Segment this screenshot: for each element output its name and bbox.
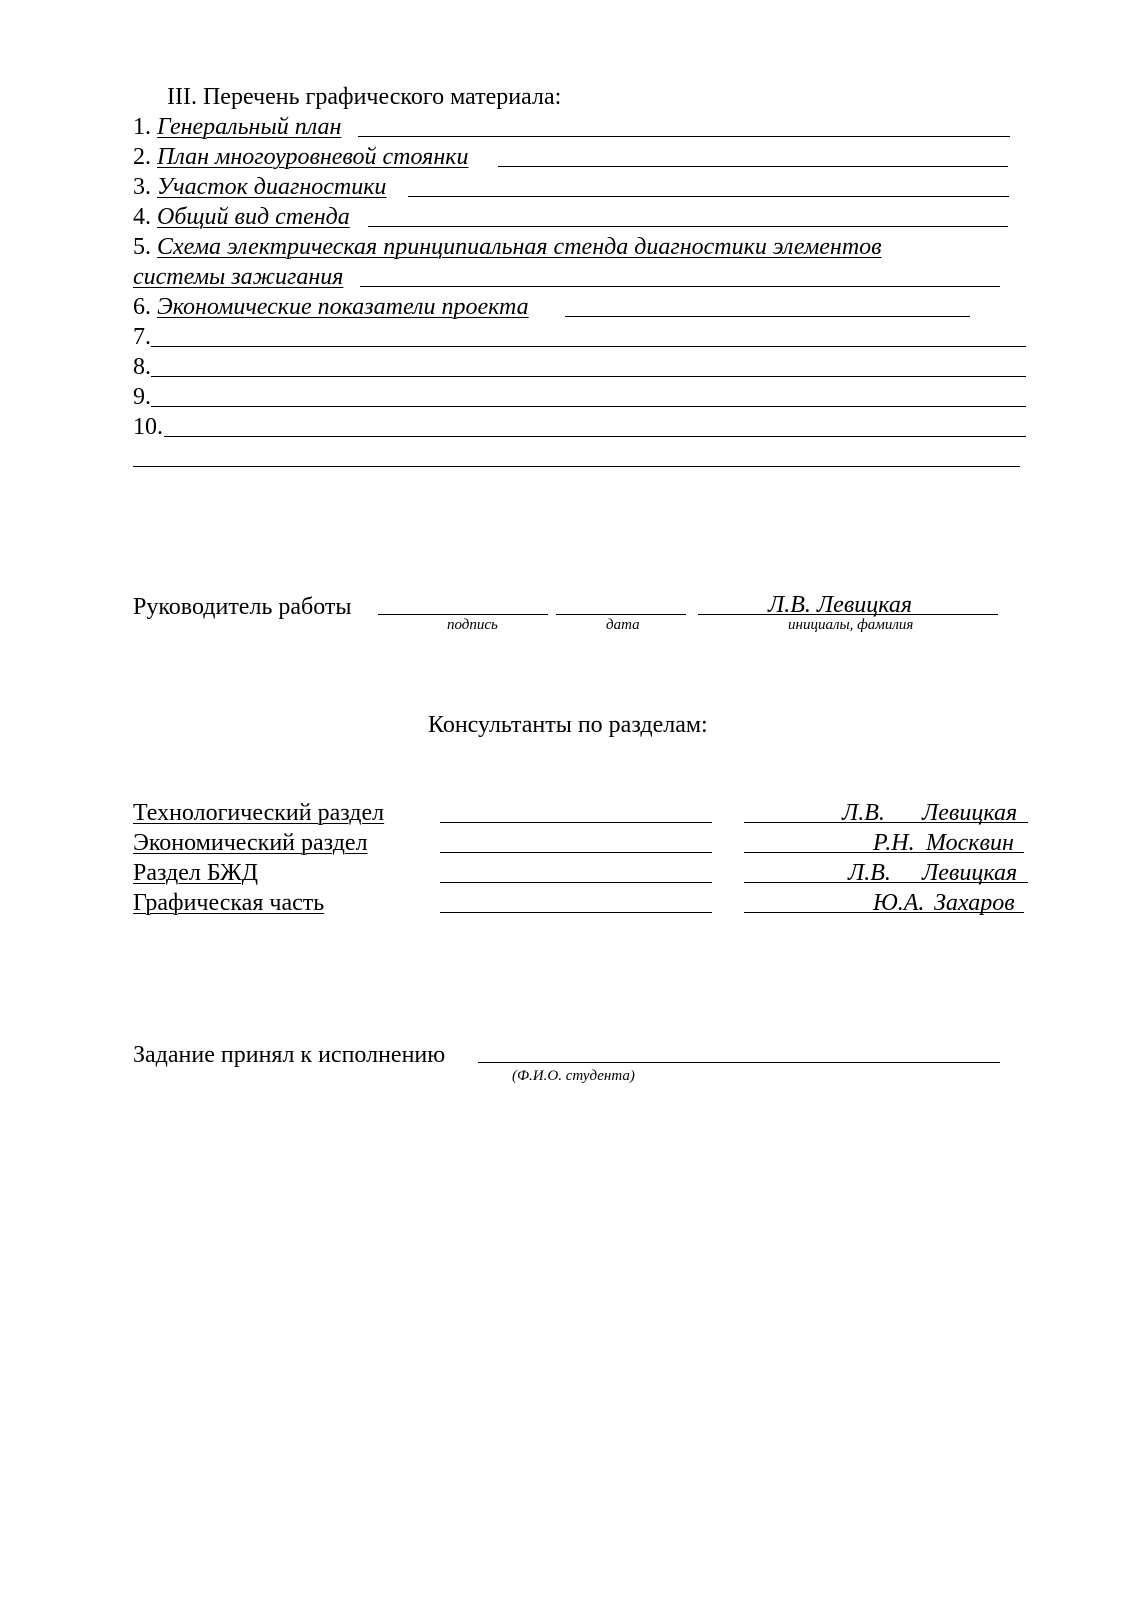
list-item-7: 7.	[133, 324, 151, 350]
signature-line	[440, 882, 712, 883]
list-item-5-continuation: системы зажигания	[133, 264, 344, 290]
fill-line	[151, 346, 1026, 347]
signature-line	[378, 614, 548, 615]
student-name-line	[478, 1062, 1000, 1063]
consultant-name-surname: Левицкая	[922, 860, 1018, 886]
consultants-title: Консультанты по разделам:	[428, 712, 708, 738]
signature-line	[440, 852, 712, 853]
item-text: Участок диагностики	[157, 174, 387, 200]
list-item-10: 10.	[133, 414, 163, 440]
fill-line	[368, 226, 1008, 227]
consultant-name-initials: Ю.А.	[873, 890, 925, 916]
fill-line	[408, 196, 1009, 197]
consultant-section: Экономический раздел	[133, 830, 368, 856]
signature-line	[440, 822, 712, 823]
fill-line	[164, 436, 1026, 437]
list-item-2	[133, 142, 468, 172]
fill-line	[151, 406, 1026, 407]
item-text: Генеральный план	[157, 114, 342, 140]
list-item-5	[133, 232, 882, 262]
list-item-4	[133, 202, 350, 232]
caption-signature: подпись	[447, 617, 498, 633]
blank-line	[133, 466, 1020, 467]
fill-line	[360, 286, 1000, 287]
consultant-name-initials: Л.В.	[842, 800, 885, 826]
consultant-name-initials: Л.В.	[848, 860, 891, 886]
consultant-section: Технологический раздел	[133, 800, 385, 826]
fill-line	[498, 166, 1008, 167]
supervisor-name: Л.В. Левицкая	[768, 592, 913, 618]
fill-line	[565, 316, 970, 317]
item-number: 1.	[133, 114, 151, 140]
item-number: 4.	[133, 204, 151, 230]
item-number: 5.	[133, 234, 151, 260]
acceptance-label: Задание принял к исполнению	[133, 1042, 446, 1068]
consultant-name-surname: Левицкая	[922, 800, 1018, 826]
fill-line	[358, 136, 1010, 137]
signature-line	[440, 912, 712, 913]
consultant-name-surname: Москвин	[926, 830, 1014, 856]
item-number: 2.	[133, 144, 151, 170]
supervisor-label: Руководитель работы	[133, 594, 352, 620]
acceptance-caption: (Ф.И.О. студента)	[512, 1068, 635, 1084]
item-number: 6.	[133, 294, 151, 320]
item-text: План многоуровневой стоянки	[157, 144, 469, 170]
fill-line	[151, 376, 1026, 377]
item-text: Схема электрическая принципиальная стенда диагностики элементов	[157, 234, 882, 260]
item-number: 3.	[133, 174, 151, 200]
consultant-name-initials: Р.Н.	[873, 830, 915, 856]
consultant-section: Раздел БЖД	[133, 860, 258, 886]
list-item-1	[133, 112, 341, 142]
consultant-section: Графическая часть	[133, 890, 325, 916]
list-item-9: 9.	[133, 384, 151, 410]
list-item-6	[133, 292, 529, 322]
item-text: Общий вид стенда	[157, 204, 350, 230]
list-item-8: 8.	[133, 354, 151, 380]
caption-name: инициалы, фамилия	[788, 617, 914, 633]
section-title: III. Перечень графического материала:	[167, 84, 562, 110]
caption-date: дата	[606, 617, 640, 633]
consultant-name-surname: Захаров	[934, 890, 1015, 916]
list-item-3	[133, 172, 386, 202]
date-line	[556, 614, 686, 615]
item-text: Экономические показатели проекта	[157, 294, 529, 320]
